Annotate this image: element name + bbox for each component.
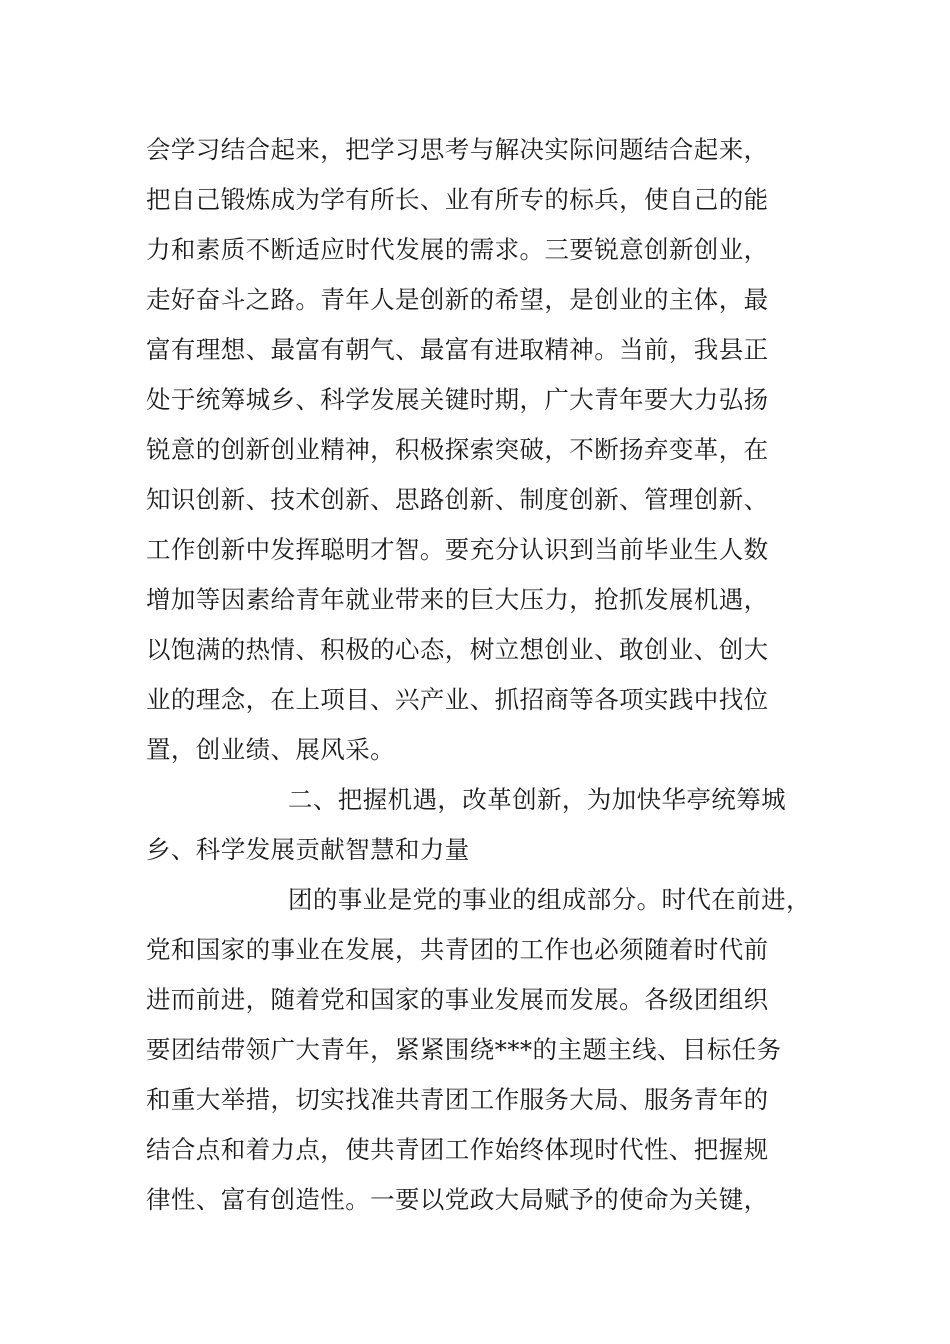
body-text-line: 进而前进，随着党和国家的事业发展而发展。各级团组织 [146, 985, 769, 1014]
body-text-line: 要团结带领广大青年，紧紧围绕***的主题主线、目标任务 [146, 1035, 782, 1064]
body-text-line: 业的理念，在上项目、兴产业、抓招商等各项实践中找位 [146, 685, 769, 714]
body-text-line: 律性、富有创造性。一要以党政大局赋予的使命为关键， [146, 1185, 769, 1214]
body-text-line: 走好奋斗之路。青年人是创新的希望，是创业的主体，最 [146, 285, 769, 314]
body-text-line: 知识创新、技术创新、思路创新、制度创新、管理创新、 [146, 485, 769, 514]
body-text-line: 处于统筹城乡、科学发展关键时期，广大青年要大力弘扬 [146, 385, 769, 414]
section-heading-line: 乡、科学发展贡献智慧和力量 [146, 835, 470, 864]
body-text-line: 和重大举措，切实找准共青团工作服务大局、服务青年的 [146, 1085, 769, 1114]
body-text-line: 党和国家的事业在发展，共青团的工作也必须随着时代前 [146, 935, 769, 964]
body-text-line: 力和素质不断适应时代发展的需求。三要锐意创新创业， [146, 235, 769, 264]
body-text-line: 工作创新中发挥聪明才智。要充分认识到当前毕业生人数 [146, 535, 769, 564]
body-text-line: 富有理想、最富有朝气、最富有进取精神。当前，我县正 [146, 335, 769, 364]
body-text-line: 结合点和着力点，使共青团工作始终体现时代性、把握规 [146, 1135, 769, 1164]
section-heading-line: 二、把握机遇，改革创新，为加快华亭统筹城 [288, 785, 786, 814]
body-text-line: 置，创业绩、展风采。 [146, 735, 395, 764]
body-text-line: 会学习结合起来，把学习思考与解决实际问题结合起来， [146, 135, 769, 164]
body-text-line: 以饱满的热情、积极的心态，树立想创业、敢创业、创大 [146, 635, 769, 664]
body-text-line: 锐意的创新创业精神，积极探索突破，不断扬弃变革，在 [146, 435, 769, 464]
body-text-line: 增加等因素给青年就业带来的巨大压力，抢抓发展机遇， [146, 585, 769, 614]
body-text-line: 团的事业是党的事业的组成部分。时代在前进， [288, 885, 811, 914]
body-text-line: 把自己锻炼成为学有所长、业有所专的标兵，使自己的能 [146, 185, 769, 214]
